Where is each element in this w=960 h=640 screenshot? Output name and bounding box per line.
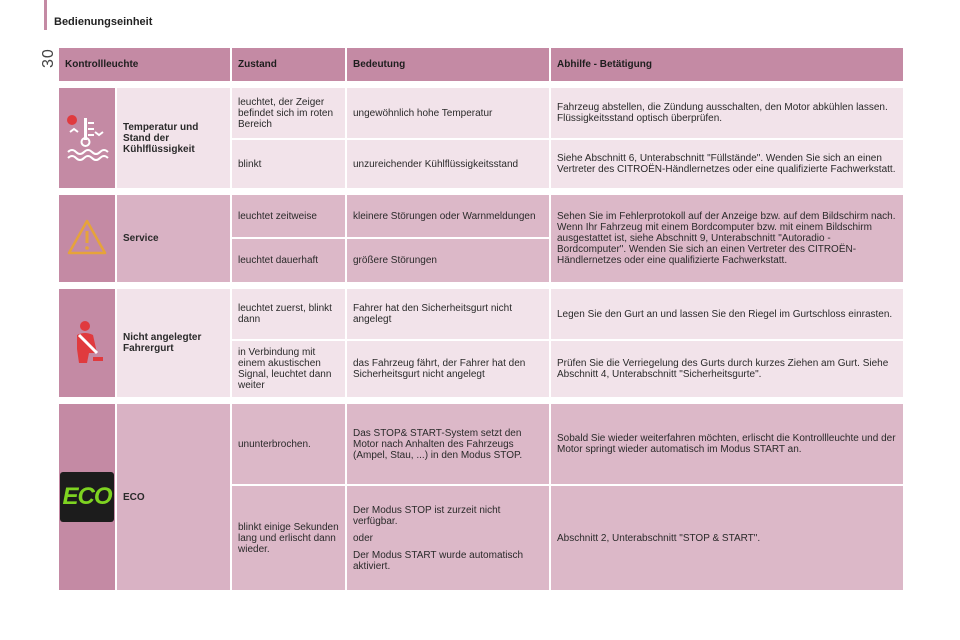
page-number: 30 (40, 48, 57, 68)
abhilfe-cell: Abschnitt 2, Unterabschnitt "STOP & START". (550, 485, 904, 591)
light-name: ECO (116, 403, 231, 591)
bedeutung-cell: kleinere Störungen oder Warnmeldungen (346, 194, 550, 238)
bedeutung-cell: Fahrer hat den Sicherheitsgurt nicht angelegt (346, 288, 550, 340)
zustand-cell: leuchtet dauerhaft (231, 238, 346, 283)
bedeutung-line: Der Modus START wurde automatisch aktiviert. (353, 549, 524, 572)
header-kontrollleuchte: Kontrollleuchte (58, 47, 231, 82)
icon-cell (58, 288, 116, 398)
bedeutung-line: oder (353, 532, 374, 544)
zustand-cell: blinkt (231, 139, 346, 189)
zustand-cell: leuchtet, der Zeiger befindet sich im roten Bereich (231, 87, 346, 139)
bedeutung-cell: größere Störungen (346, 238, 550, 283)
icon-cell (58, 87, 116, 189)
abhilfe-cell: Sehen Sie im Fehlerprotokoll auf der Anzeige bzw. auf dem Bildschirm nach. Wenn Ihr Fahrzeug mit einem Bordcomputer bzw. mit einem Bildschirm ausgestattet ist, siehe Abschnitt 9, Unterabschnitt "Autoradio - Bordcomputer". Wenden Sie sich an einen Vertreter des CITROËN-Händlernetzes oder eine qualifizierte Fachwerkstatt. (550, 194, 904, 283)
coolant-temperature-icon (64, 112, 110, 162)
light-name: Service (116, 194, 231, 283)
table-row (58, 87, 904, 139)
zustand-cell: leuchtet zuerst, blinkt dann (231, 288, 346, 340)
warning-triangle-icon (65, 217, 109, 257)
zustand-cell: blinkt einige Sekunden lang und erlischt dann wieder. (231, 485, 346, 591)
bedeutung-cell: das Fahrzeug fährt, der Fahrer hat den Sicherheitsgurt nicht angelegt (346, 340, 550, 398)
bedeutung-cell (346, 485, 550, 591)
abhilfe-cell: Fahrzeug abstellen, die Zündung ausschalten, den Motor abkühlen lassen. Flüssigkeitsstand optisch überprüfen. (550, 87, 904, 139)
section-title: Bedienungseinheit (54, 16, 153, 28)
bedeutung-cell: ungewöhnlich hohe Temperatur (346, 87, 550, 139)
zustand-cell: in Verbindung mit einem akustischen Signal, leuchtet dann weiter (231, 340, 346, 398)
zustand-cell: ununterbrochen. (231, 403, 346, 485)
bedeutung-cell: Das STOP& START-System setzt den Motor nach Anhalten des Fahrzeugs (Ampel, Stau, ...) in den Modus STOP. (346, 403, 550, 485)
bedeutung-line: Der Modus STOP ist zurzeit nicht verfügbar. (353, 504, 501, 527)
bedeutung-cell: unzureichender Kühlflüssigkeitsstand (346, 139, 550, 189)
header-bedeutung: Bedeutung (346, 47, 550, 82)
abhilfe-cell: Siehe Abschnitt 6, Unterabschnitt "Füllstände". Wenden Sie sich an einen Vertreter des CITROËN-Händlernetzes oder eine qualifizierte Fachwerkstatt. (550, 139, 904, 189)
table-row (58, 194, 904, 238)
warning-lights-table (57, 46, 905, 592)
header-abhilfe: Abhilfe - Betätigung (550, 47, 904, 82)
eco-icon: ECO (60, 472, 114, 522)
page-accent-bar (44, 0, 47, 30)
abhilfe-cell: Legen Sie den Gurt an und lassen Sie den Riegel im Gurtschloss einrasten. (550, 288, 904, 340)
table-header-row (58, 47, 904, 82)
icon-cell (58, 194, 116, 283)
abhilfe-cell: Sobald Sie wieder weiterfahren möchten, erlischt die Kontrollleuchte und der Motor springt wieder automatisch im Modus START an. (550, 403, 904, 485)
table-row (58, 288, 904, 340)
light-name: Nicht angelegter Fahrergurt (116, 288, 231, 398)
table-row (58, 403, 904, 485)
header-zustand: Zustand (231, 47, 346, 82)
zustand-cell: leuchtet zeitweise (231, 194, 346, 238)
seatbelt-icon (67, 319, 107, 365)
icon-cell (58, 403, 116, 591)
abhilfe-cell: Prüfen Sie die Verriegelung des Gurts durch kurzes Ziehen am Gurt. Siehe Abschnitt 4, Unterabschnitt "Sicherheitsgurte". (550, 340, 904, 398)
light-name: Temperatur und Stand der Kühlflüssigkeit (116, 87, 231, 189)
